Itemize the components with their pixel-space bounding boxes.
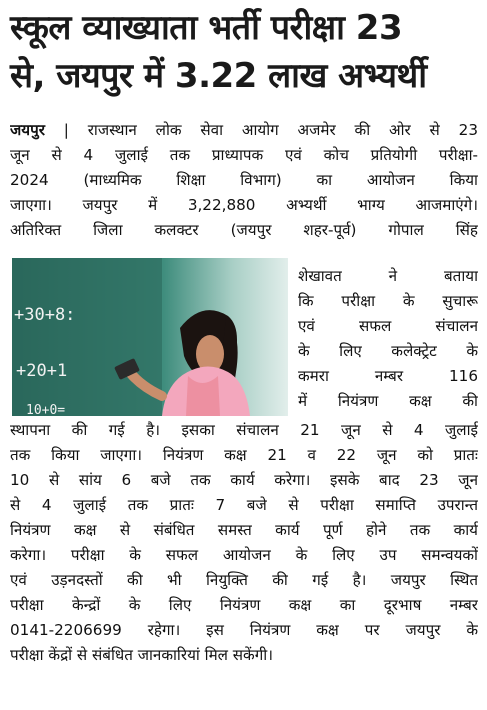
article-line: स्थापना की गई है। इसका संचालन 21 जून से 4 जुलाई	[10, 421, 478, 439]
headline-line-1: स्कूल व्याख्याता भर्ती परीक्षा 23	[10, 8, 403, 48]
article-line: शेखावत ने बताया	[298, 267, 478, 285]
article-line: जून से 4 जुलाई तक प्राध्यापक एवं कोच प्रतियोगी परीक्षा-	[10, 146, 478, 164]
article-line: जयपुर | राजस्थान लोक सेवा आयोग अजमेर की ओर से 23	[10, 121, 478, 139]
article-line: तक किया जाएगा। नियंत्रण कक्ष 21 व 22 जून को प्रातः	[10, 446, 478, 464]
article-line: 10 से सांय 6 बजे तक कार्य करेगा। इसके बाद 23 जून	[10, 471, 478, 489]
article-line: एवं सफल संचालन	[298, 317, 478, 335]
dateline: जयपुर	[10, 121, 45, 139]
article-line: करेगा। परीक्षा के सफल आयोजन के लिए उप समन्वयकों	[10, 546, 478, 564]
headline-line-2: से, जयपुर में 3.22 लाख अभ्यर्थी	[10, 56, 427, 96]
article-line: में नियंत्रण कक्ष की	[298, 392, 478, 410]
board-text: 10+0=	[26, 403, 66, 416]
article-line: से 4 जुलाई तक प्रातः 7 बजे से परीक्षा समाप्ति उपरान्त	[10, 496, 478, 514]
article-line: अतिरिक्त जिला कलक्टर (जयपुर शहर-पूर्व) गोपाल सिंह	[10, 221, 478, 239]
article-line: परीक्षा केन्द्रों के लिए नियंत्रण कक्ष का दूरभाष नम्बर	[10, 596, 478, 614]
article-line: कि परीक्षा के सुचारू	[298, 292, 478, 310]
article-body	[10, 418, 478, 668]
article-line: 2024 (माध्यमिक शिक्षा विभाग) का आयोजन किया	[10, 171, 478, 189]
article-photo	[12, 258, 288, 416]
article-line: एवं उड़नदस्तों की भी नियुक्ति की गई है। जयपुर स्थित	[10, 571, 478, 589]
article-line: 0141-2206699 रहेगा। इस नियंत्रण कक्ष पर जयपुर के	[10, 621, 478, 639]
headline	[10, 4, 480, 100]
article-intro	[10, 118, 478, 243]
article-line: नियंत्रण कक्ष से संबंधित समस्त कार्य पूर्ण होने तक कार्य	[10, 521, 478, 539]
article-line: जाएगा। जयपुर में 3,22,880 अभ्यर्थी भाग्य आजमाएंगे।	[10, 196, 478, 214]
board-text: +20+1	[16, 361, 68, 381]
article-wrap-column	[298, 264, 478, 414]
board-text: +30+8:	[14, 305, 76, 325]
article-line: परीक्षा केंद्रों से संबंधित जानकारियां मिल सकेंगी।	[10, 646, 273, 664]
article-line: कमरा नम्बर 116	[298, 367, 478, 385]
teacher-at-chalkboard-image	[12, 258, 288, 416]
article-line: के लिए कलेक्ट्रेट के	[298, 342, 478, 360]
